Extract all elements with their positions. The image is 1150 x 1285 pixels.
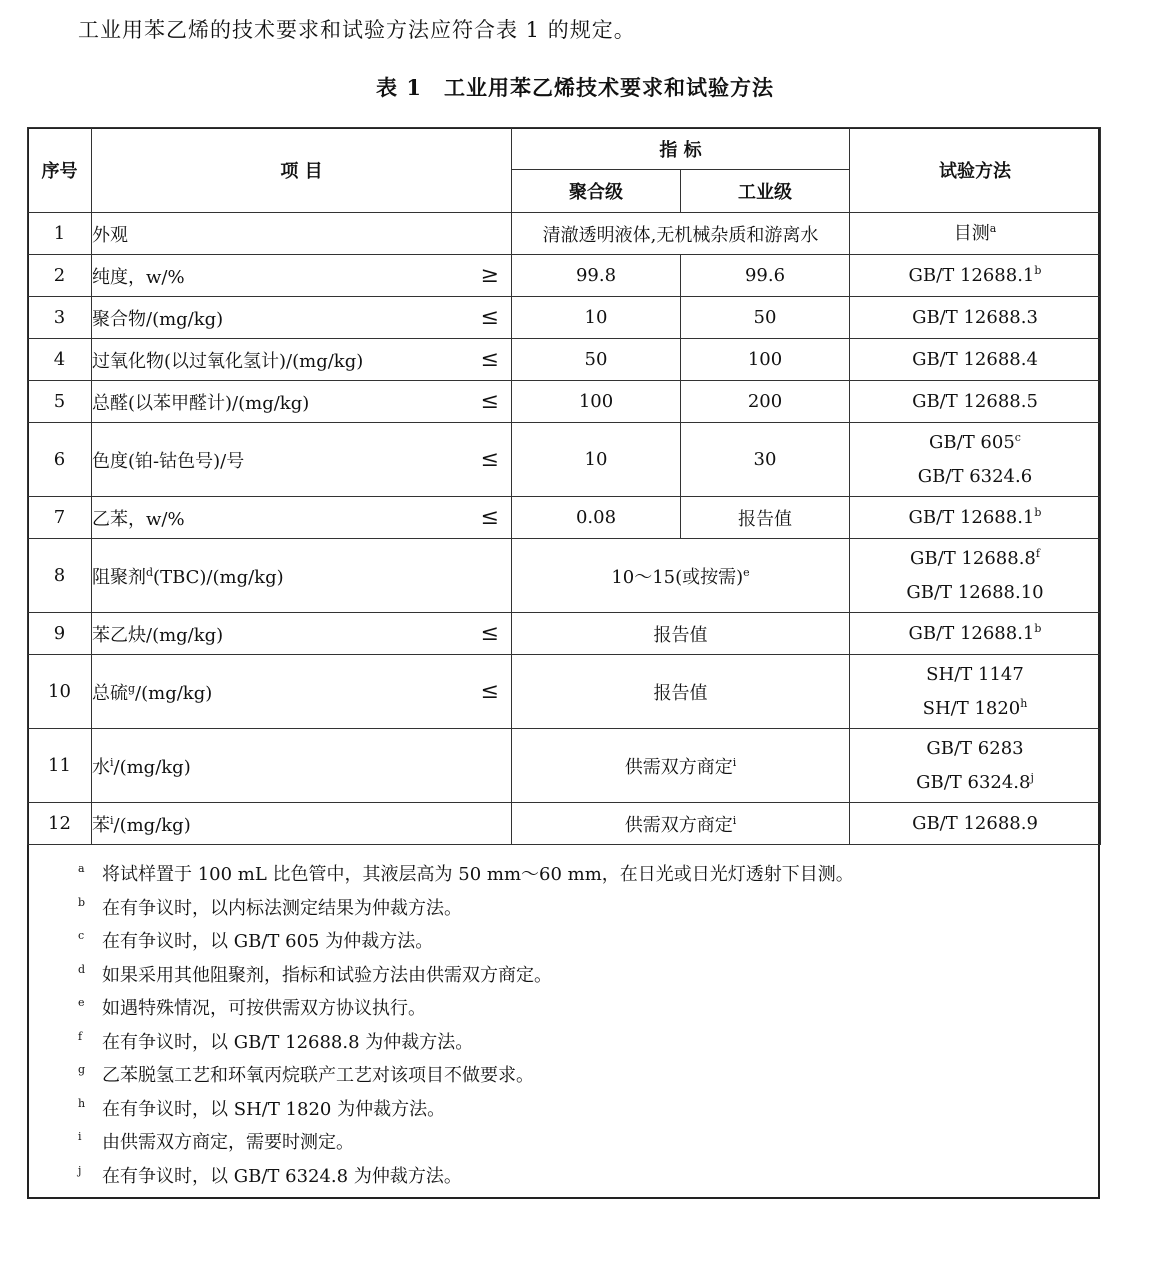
item-wrap <box>92 811 511 837</box>
item-name: 阻聚剂 <box>92 566 146 588</box>
footnote-text: 如果采用其他阻聚剂，指标和试验方法由供需双方商定。 <box>102 964 552 986</box>
footnote-text: 在有争议时，以 GB/T 6324.8 为仲裁方法。 <box>102 1165 462 1187</box>
header-index: 指 标 <box>512 128 850 170</box>
header-item: 项 目 <box>92 128 512 213</box>
index-value: 供需双方商定 <box>624 756 733 778</box>
index-value: 供需双方商定 <box>624 814 733 836</box>
header-polymer-grade: 聚合级 <box>512 170 681 213</box>
footnote-mark: j <box>78 1163 82 1177</box>
row-number: 1 <box>28 213 92 255</box>
row-number: 12 <box>28 803 92 845</box>
item-cell <box>92 497 512 539</box>
method-line <box>850 576 1100 610</box>
footnote-mark: i <box>78 1130 82 1143</box>
index-polymer: 50 <box>512 339 681 381</box>
index-polymer: 99.8 <box>512 255 681 297</box>
header-method: 试验方法 <box>850 128 1101 213</box>
item-unit: (TBC)/(mg/kg) <box>153 566 284 588</box>
index-merged <box>512 613 850 655</box>
footnote <box>78 1160 1078 1194</box>
row-number: 6 <box>28 423 92 497</box>
method-line <box>850 501 1100 535</box>
limit-symbol: ≤ <box>480 621 499 646</box>
limit-symbol: ≤ <box>480 679 499 704</box>
item-label <box>92 305 223 331</box>
table-body <box>28 213 1101 845</box>
footnote-text: 在有争议时，以 GB/T 605 为仲裁方法。 <box>102 931 434 952</box>
item-name: 过氧化物(以过氧化氢计)/(mg/kg) <box>92 350 364 372</box>
method-standard: GB/T 6324.6 <box>917 465 1033 487</box>
table-caption: 表 1 工业用苯乙烯技术要求和试验方法 <box>376 75 774 100</box>
footnote-ref: f <box>1035 546 1040 560</box>
row-number: 10 <box>28 655 92 729</box>
row-number: 7 <box>28 497 92 539</box>
item-label <box>92 347 363 373</box>
index-merged <box>512 729 850 803</box>
item-name: 色度(铂-钴色号)/号 <box>92 450 245 472</box>
item-cell <box>92 339 512 381</box>
index-value: 10～15(或按需) <box>611 566 744 588</box>
method-cell <box>850 803 1101 845</box>
footnote <box>78 1093 1078 1127</box>
row-number: 5 <box>28 381 92 423</box>
item-label <box>92 621 223 647</box>
index-value: 报告值 <box>653 682 708 704</box>
index-polymer: 10 <box>512 297 681 339</box>
footnote-ref: e <box>743 565 750 579</box>
item-label <box>92 679 212 705</box>
index-industrial: 30 <box>681 423 850 497</box>
footnote-text: 在有争议时，以 SH/T 1820 为仲裁方法。 <box>102 1098 446 1120</box>
index-merged <box>512 803 850 845</box>
footnote <box>78 1059 1078 1093</box>
item-name: 纯度，w/% <box>92 266 185 288</box>
footnote-ref: b <box>1034 505 1042 519</box>
item-cell <box>92 803 512 845</box>
method-line <box>850 301 1100 335</box>
item-label <box>92 563 284 589</box>
item-label <box>92 221 128 247</box>
table-row <box>28 297 1101 339</box>
item-name: 水 <box>92 756 110 778</box>
item-label <box>92 505 185 531</box>
footnote <box>78 959 1078 993</box>
method-line <box>850 426 1100 460</box>
row-number: 8 <box>28 539 92 613</box>
table-row <box>28 729 1101 803</box>
index-polymer: 0.08 <box>512 497 681 539</box>
footnote-ref: i <box>732 755 737 769</box>
table-row <box>28 539 1101 613</box>
intro-text: 工业用苯乙烯的技术要求和试验方法应符合表 1 的规定。 <box>78 18 636 42</box>
method-standard: GB/T 12688.3 <box>912 306 1038 328</box>
index-value: 报告值 <box>653 624 708 646</box>
footnote-ref: b <box>1034 263 1042 277</box>
item-cell <box>92 381 512 423</box>
method-standard: GB/T 6283 <box>926 737 1024 759</box>
footnote-mark: e <box>78 996 85 1009</box>
item-wrap <box>92 621 511 647</box>
item-cell <box>92 729 512 803</box>
method-line <box>850 766 1100 800</box>
footnote-ref: h <box>1020 696 1028 710</box>
footnote-mark: d <box>78 962 86 976</box>
footnote-text: 如遇特殊情况，可按供需双方协议执行。 <box>102 998 426 1019</box>
footnote <box>78 1026 1078 1060</box>
footnote-mark: a <box>78 862 85 875</box>
row-number: 3 <box>28 297 92 339</box>
footnote-ref: i <box>110 755 114 769</box>
footnote <box>78 992 1078 1026</box>
item-wrap <box>92 347 511 373</box>
index-industrial: 100 <box>681 339 850 381</box>
item-cell <box>92 255 512 297</box>
method-standard: GB/T 12688.9 <box>912 812 1038 834</box>
item-unit: /(mg/kg) <box>135 682 213 704</box>
item-label <box>92 753 191 779</box>
item-name: 外观 <box>92 224 128 246</box>
index-industrial: 99.6 <box>681 255 850 297</box>
footnote <box>78 858 1078 892</box>
footnote-ref: i <box>732 813 737 827</box>
item-label <box>92 447 244 473</box>
item-wrap <box>92 305 511 331</box>
method-line <box>850 259 1100 293</box>
item-label <box>92 263 185 289</box>
method-cell <box>850 213 1101 255</box>
table-row <box>28 655 1101 729</box>
table-row <box>28 497 1101 539</box>
limit-symbol: ≥ <box>480 263 499 288</box>
method-standard: GB/T 12688.10 <box>906 581 1044 603</box>
method-standard: SH/T 1820 <box>922 697 1021 719</box>
method-cell <box>850 613 1101 655</box>
method-cell <box>850 729 1101 803</box>
item-wrap <box>92 221 511 247</box>
table-row <box>28 255 1101 297</box>
footnote-mark: c <box>78 929 85 942</box>
table-row <box>28 613 1101 655</box>
method-cell <box>850 423 1101 497</box>
footnotes <box>78 858 1078 1193</box>
item-unit: /(mg/kg) <box>113 814 191 836</box>
footnote-mark: b <box>78 895 86 909</box>
index-polymer: 10 <box>512 423 681 497</box>
method-standard: GB/T 12688.1 <box>908 264 1035 286</box>
item-wrap <box>92 753 511 779</box>
method-line <box>850 343 1100 377</box>
limit-symbol: ≤ <box>480 347 499 372</box>
method-line <box>850 692 1100 726</box>
table-row <box>28 423 1101 497</box>
table-row <box>28 803 1101 845</box>
method-line <box>850 217 1100 251</box>
row-number: 2 <box>28 255 92 297</box>
item-wrap <box>92 447 511 473</box>
method-cell <box>850 255 1101 297</box>
item-label <box>92 811 191 837</box>
footnote-ref: i <box>110 813 114 827</box>
index-merged <box>512 213 850 255</box>
index-polymer: 100 <box>512 381 681 423</box>
index-industrial: 报告值 <box>681 497 850 539</box>
method-standard: GB/T 605 <box>929 431 1015 453</box>
footnote-mark: h <box>78 1096 86 1110</box>
method-cell <box>850 497 1101 539</box>
item-wrap <box>92 389 511 415</box>
item-cell <box>92 213 512 255</box>
item-wrap <box>92 505 511 531</box>
footnote-text: 在有争议时，以 GB/T 12688.8 为仲裁方法。 <box>102 1031 474 1053</box>
method-line <box>850 732 1100 766</box>
table-row <box>28 381 1101 423</box>
method-standard: GB/T 12688.5 <box>912 390 1038 412</box>
method-standard: 目测 <box>953 222 990 244</box>
index-industrial: 50 <box>681 297 850 339</box>
method-standard: SH/T 1147 <box>926 663 1024 685</box>
footnote <box>78 892 1078 926</box>
item-cell <box>92 655 512 729</box>
index-merged <box>512 655 850 729</box>
header-industrial-grade: 工业级 <box>681 170 850 213</box>
method-line <box>850 385 1100 419</box>
method-cell <box>850 297 1101 339</box>
item-name: 聚合物/(mg/kg) <box>92 308 224 330</box>
item-unit: /(mg/kg) <box>113 756 191 778</box>
method-standard: GB/T 12688.8 <box>910 547 1036 569</box>
limit-symbol: ≤ <box>480 389 499 414</box>
footnote-text: 乙苯脱氢工艺和环氧丙烷联产工艺对该项目不做要求。 <box>102 1065 534 1086</box>
footnote-ref: a <box>989 221 997 235</box>
item-name: 苯乙炔/(mg/kg) <box>92 624 224 646</box>
method-line <box>850 807 1100 841</box>
footnote-mark: f <box>78 1029 83 1043</box>
method-standard: GB/T 12688.1 <box>908 622 1035 644</box>
item-cell <box>92 539 512 613</box>
method-standard: GB/T 12688.4 <box>912 348 1038 370</box>
limit-symbol: ≤ <box>480 505 499 530</box>
footnote-text: 在有争议时，以内标法测定结果为仲裁方法。 <box>102 897 462 919</box>
footnote-text: 将试样置于 100 mL 比色管中，其液层高为 50 mm～60 mm，在日光或日光灯透射下目测。 <box>102 864 854 885</box>
method-standard: GB/T 6324.8 <box>916 771 1031 793</box>
table-row <box>28 339 1101 381</box>
item-name: 苯 <box>92 814 110 836</box>
footnote-ref: b <box>1034 621 1042 635</box>
index-value: 清澈透明液体,无机械杂质和游离水 <box>542 224 819 246</box>
item-wrap <box>92 563 511 589</box>
footnote-mark: g <box>78 1063 86 1076</box>
method-standard: GB/T 12688.1 <box>908 506 1035 528</box>
method-cell <box>850 381 1101 423</box>
method-cell <box>850 339 1101 381</box>
method-line <box>850 617 1100 651</box>
row-number: 11 <box>28 729 92 803</box>
row-number: 4 <box>28 339 92 381</box>
footnote-ref: j <box>1030 770 1034 784</box>
footnote-ref: g <box>128 681 136 695</box>
item-wrap <box>92 263 511 289</box>
method-line <box>850 460 1100 494</box>
method-cell <box>850 539 1101 613</box>
limit-symbol: ≤ <box>480 305 499 330</box>
method-line <box>850 542 1100 576</box>
footnote <box>78 925 1078 959</box>
item-cell <box>92 613 512 655</box>
item-label <box>92 389 309 415</box>
footnote-text: 由供需双方商定，需要时测定。 <box>102 1132 354 1153</box>
header-no: 序号 <box>28 128 92 213</box>
item-cell <box>92 297 512 339</box>
footnote <box>78 1126 1078 1160</box>
limit-symbol: ≤ <box>480 447 499 472</box>
item-name: 乙苯，w/% <box>92 508 185 530</box>
index-industrial: 200 <box>681 381 850 423</box>
item-name: 总硫 <box>92 682 128 704</box>
index-merged <box>512 539 850 613</box>
method-cell <box>850 655 1101 729</box>
footnote-ref: c <box>1014 430 1021 444</box>
method-line <box>850 658 1100 692</box>
row-number: 9 <box>28 613 92 655</box>
table-row <box>28 213 1101 255</box>
spec-table <box>27 127 1101 845</box>
item-cell <box>92 423 512 497</box>
footnote-ref: d <box>146 565 154 579</box>
item-name: 总醛(以苯甲醛计)/(mg/kg) <box>92 392 310 414</box>
item-wrap <box>92 679 511 705</box>
